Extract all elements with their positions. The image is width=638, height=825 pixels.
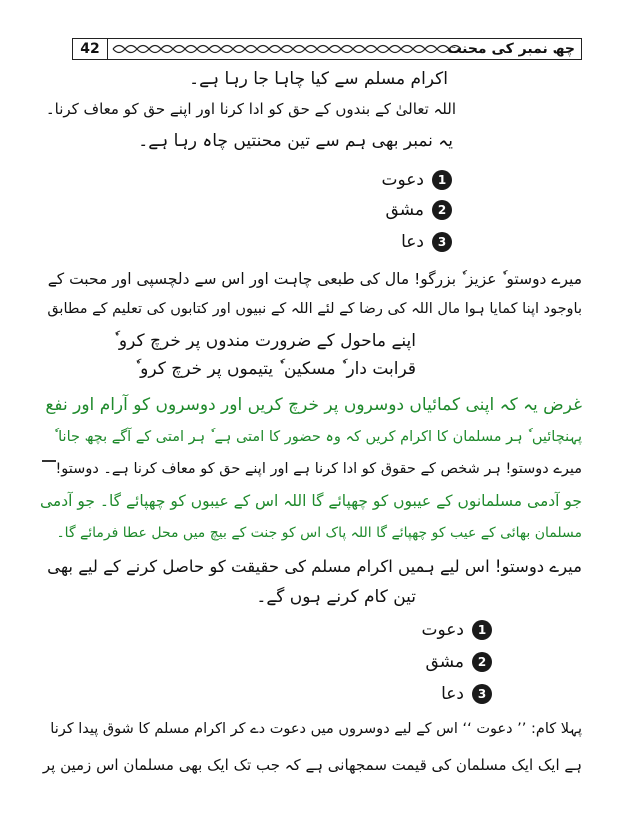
page-number: 42 xyxy=(73,39,108,59)
para4-line-2: تین کام کرنے ہوں گے۔ xyxy=(256,587,416,607)
intro-line-1: اکرام مسلم سے کیا چاہا جا رہا ہے۔ xyxy=(189,69,448,89)
effort-label: دعا xyxy=(401,232,424,252)
effort-item-2 xyxy=(386,200,452,220)
effort-label: دعا xyxy=(441,684,464,704)
para5-line-2: ہے ایک ایک مسلمان کی قیمت سمجھانی ہے کہ جب تک ایک بھی مسلمان اس زمین پر xyxy=(42,756,582,774)
effort-item-1 xyxy=(422,620,493,640)
effort-label: مشق xyxy=(425,652,464,672)
effort-label: مشق xyxy=(385,200,424,220)
number-badge: 1 xyxy=(432,170,452,190)
para5-line-1: پہلا کام: ’’ دعوت ‘‘ اس کے لیے دوسروں میں دعوت دے کر اکرام مسلم کا شوق پیدا کرنا xyxy=(50,721,582,737)
number-badge: 1 xyxy=(472,620,492,640)
page-header xyxy=(72,38,582,60)
number-badge: 3 xyxy=(472,684,492,704)
effort-item-3 xyxy=(401,232,452,252)
effort-label: دعوت xyxy=(421,620,464,640)
number-badge: 2 xyxy=(472,652,492,672)
para3-line-3: مسلمان بھائی کے عیب کو چھپائے گا اللہ پاک اس کو جنت کے بیچ میں محل عطا فرمائے گا۔ xyxy=(56,525,582,541)
para1-line-2: باوجود اپنا کمایا ہوا مال اللہ کی رضا کے لئے اللہ کے نبیوں اور کتابوں کی تعلیم کے مطابق xyxy=(47,301,582,317)
effort-label: دعوت xyxy=(381,170,424,190)
effort-item-3 xyxy=(441,684,492,704)
para2-line-1: غرض یہ کہ اپنی کمائیاں دوسروں پر خرچ کریں اور دوسروں کو آرام اور نفع xyxy=(45,395,582,415)
number-badge: 2 xyxy=(432,200,452,220)
number-badge: 3 xyxy=(432,232,452,252)
chapter-title: چھ نمبر کی محنت xyxy=(447,41,575,57)
para4-line-1: میرے دوستو! اس لیے ہمیں اکرام مسلم کی حقیقت کو حاصل کرنے کے لیے بھی xyxy=(47,557,582,576)
margin-dash xyxy=(42,460,56,462)
para3-line-2: جو آدمی مسلمانوں کے عیبوں کو چھپائے گا اللہ اس کے عیبوں کو چھپائے گا۔ جو آدمی xyxy=(39,492,582,510)
effort-item-1 xyxy=(382,170,453,190)
para3-line-1: میرے دوستو! ہر شخص کے حقوق کو ادا کرنا ہے اور اپنے حق کو معاف کرنا ہے۔ دوستو! xyxy=(55,461,582,477)
intro-line-2: اللہ تعالیٰ کے بندوں کے حق کو ادا کرنا اور اپنے حق کو معاف کرنا۔ xyxy=(45,100,456,118)
para1-line-1: میرے دوستو ٗ عزیز ٗ بزرگو! مال کی طبعی چاہت اور اس سے دلچسپی اور محبت کے xyxy=(47,270,582,288)
para1-line-4: قرابت دار ٗ مسکین ٗ یتیموں پر خرچ کرو ٗ xyxy=(134,359,416,379)
para2-line-2: پہنچائیں ٗ ہر مسلمان کا اکرام کریں کہ وہ حضور کا امتی ہے ٗ ہر امتی کے آگے بچھ جانا ٗ xyxy=(53,429,582,445)
effort-item-2 xyxy=(426,652,492,672)
ornament-border-icon xyxy=(111,42,461,56)
para1-line-3: اپنے ماحول کے ضرورت مندوں پر خرچ کرو ٗ xyxy=(113,331,416,351)
intro-line-3: یہ نمبر بھی ہم سے تین محنتیں چاہ رہا ہے۔ xyxy=(138,131,453,151)
